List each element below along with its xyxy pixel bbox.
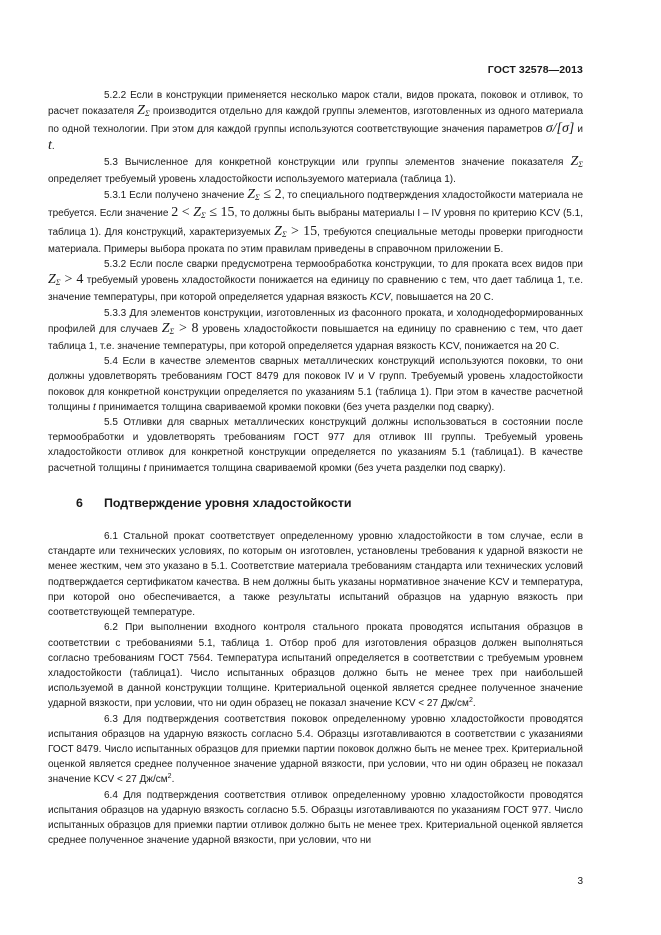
formula-sigma-ratio: σ/[σ] <box>545 121 575 137</box>
kcv-criterion: KCV < 27 Дж/см <box>394 698 469 710</box>
clause-number: 6.2 <box>104 622 118 634</box>
clause-text: производится отдельно для каждой группы элементов, изготовленных из одного материала по одной технологии. При этом для каждой группы используются соответствующие значения параметров <box>48 106 584 136</box>
clause-number: 5.3.3 <box>104 307 127 319</box>
clause-6-4 <box>48 788 583 849</box>
document-body <box>48 88 583 848</box>
clause-6-2 <box>48 620 583 711</box>
clause-number: 5.4 <box>104 356 118 368</box>
document-code-header: ГОСТ 32578—2013 <box>487 64 583 76</box>
thickness-symbol: t <box>92 401 96 413</box>
clause-number: 5.2.2 <box>104 90 127 101</box>
clause-6-1 <box>48 529 583 620</box>
clause-text: Для подтверждения соответствия поковок определенному уровню хладостойкости проводятся испытания образцов на ударную вязкость согласно 5.4. Образцы изготавливаются в соответствии с указаниями ГОСТ 8479. Число испытанных образцов для приемки партии поковок должно быть не менее трех. Критериальной оценкой является среднее полученное значение ударной вязкости, при условии, что ни один образец не показал значение KCV < 27 Дж/см <box>48 713 583 786</box>
section-6-heading <box>76 496 583 511</box>
kcv-term: KCV <box>369 292 391 304</box>
formula-z-gt-8: $Z_\Sigma > 8$ <box>161 320 199 336</box>
formula-z-gt-15: $Z_\Sigma > 15$ <box>274 223 318 239</box>
section-title: Подтверждение уровня хладостойкости <box>104 495 352 510</box>
clause-5-2-2 <box>48 88 583 154</box>
clause-text: Для подтверждения соответствия отливок определенному уровню хладостойкости проводятся испытания образцов на ударную вязкость согласно 5.5. Образцы изготавливаются по указаниям ГОСТ 977. Число испытанных образцов для приемки партии отливок должно быть не менее трех. Критериальной оценкой является среднее полученное значение ударной вязкости, при условии, что ни <box>48 789 583 847</box>
clause-number: 6.4 <box>104 789 118 801</box>
clause-text: , требуются специальные методы проверки пригодности материала. Примеры выбора проката по этим правилам приведены в справочном приложении Б. <box>48 226 584 255</box>
clause-text: , то специального подтверждения хладостойкости материала не требуется. Если значение <box>48 190 584 220</box>
clause-number: 5.3 <box>104 156 118 168</box>
clause-text: Стальной прокат соответствует определенному уровню хладостойкости в том случае, если в стандарте или технических условиях, по которым он изготовлен, установлены требования к ударной вязкости не менее жестким, чем это указано в 5.1. Соответствие материала требованиям стандарта или технических условий подтверждается сертификатом качества. В нем должны быть указаны нормативное значение KCV и температура, при которой оно обеспечивается, а также результаты испытаний образцов на ударную вязкость при соответствующей температуре. <box>48 531 584 619</box>
clause-text: Вычисленное для конкретной конструкции или группы элементов значение показателя <box>124 156 564 168</box>
clause-text: . <box>472 698 476 710</box>
clause-text: , повышается на 20 С. <box>390 292 494 304</box>
clause-text: . <box>171 774 175 786</box>
clause-text: и <box>577 124 583 136</box>
clause-text: Отливки для сварных металлических конструкций должны использоваться в состоянии после термообработки и удовлетворять требованиям ГОСТ 977 для отливок III группы. Требуемый уровень хладостойкости отливок для конкретной конструкции определяется по указаниям 5.1 (таблица1). В качестве расчетной толщины <box>48 417 584 474</box>
section-number: 6 <box>76 495 83 510</box>
formula-t: t <box>48 137 52 153</box>
clause-5-3-2 <box>48 257 583 306</box>
formula-z-sigma: $Z_\Sigma$ <box>137 103 150 119</box>
superscript: 2 <box>468 697 473 705</box>
formula-z-le-2: $Z_\Sigma \le 2$ <box>247 187 282 203</box>
clause-5-3-1 <box>48 187 583 257</box>
clause-text: Если получено значение <box>129 190 245 202</box>
clause-text: Если после сварки предусмотрена термообработка конструкции, то для проката всех видов при <box>129 259 583 271</box>
clause-5-5 <box>48 415 583 476</box>
clause-number: 6.3 <box>104 713 118 725</box>
clause-5-4 <box>48 354 583 415</box>
clause-text: При выполнении входного контроля стального проката проводятся испытания образцов в соответствии с требованиями 5.1, таблица 1. Отбор проб для изготовления образцов должен выполняться согласно требованиям ГОСТ 7564. Температура испытаний определяется в соответствии с требуемым уровнем хладостойкости (таблица1). Число испытанных образцов должно быть не менее трех при наибольшей используемой в данной конструкции толщине. Критериальной оценкой является среднее полученное значение ударной вязкости, при условии, что ни один образец не показал значение <box>48 622 583 710</box>
clause-number: 5.3.1 <box>104 190 127 202</box>
clause-number: 5.5 <box>104 417 118 429</box>
clause-text: принимается толщина свариваемой кромки (без учета разделки под сварку). <box>149 462 506 474</box>
clause-text: определяет требуемый уровень хладостойкости используемого материала (таблица 1). <box>48 174 456 186</box>
clause-text: принимается толщина свариваемой кромки поковки (без учета разделки под сварку). <box>98 401 495 413</box>
clause-text: Для элементов конструкции, изготовленных из фасонного проката, и холоднодеформированных профилей для случаев <box>48 307 583 335</box>
superscript: 2 <box>167 773 172 781</box>
formula-z-gt-4: $Z_\Sigma > 4$ <box>48 272 84 288</box>
clause-text: требуемый уровень хладостойкости понижается на единицу по сравнению с тем, что дает таблица 1, т.е. значение температуры, при которой определяется ударная вязкость <box>48 275 584 304</box>
formula-z-sigma: $Z_\Sigma$ <box>570 153 584 169</box>
thickness-symbol: t <box>143 462 147 474</box>
clause-5-3 <box>48 154 583 187</box>
page-number: 3 <box>577 876 583 887</box>
clause-number: 5.3.2 <box>104 259 127 271</box>
formula-2-lt-z-le-15: $2 < Z_\Sigma \le 15$ <box>171 205 235 221</box>
clause-5-3-3 <box>48 306 583 355</box>
clause-text: , то должны быть выбраны материалы I – IV уровня по критерию KCV (5.1, таблица 1). Для конструкций, характеризуемых <box>48 208 583 238</box>
clause-text: Если в качестве элементов сварных металлических конструкций используются поковки, то они должны удовлетворять требованиям ГОСТ 8479 для поковок IV и V групп. Требуемый уровень хладостойкости поковок для конкретной конструкции определяется по указаниям 5.1 (таблица 1). При этом в качестве расчетной толщины <box>48 356 583 413</box>
clause-number: 6.1 <box>104 531 118 543</box>
clause-text: Если в конструкции применяется несколько марок стали, видов проката, поковок и отливок, то расчет показателя <box>48 90 583 118</box>
clause-text: . <box>51 140 55 152</box>
clause-6-3 <box>48 712 583 788</box>
clause-text: уровень хладостойкости повышается на единицу по сравнению с тем, что дает таблица 1, т.е. значение температуры, при которой определяется ударная вязкость KCV, понижается на 20 С. <box>48 323 583 353</box>
